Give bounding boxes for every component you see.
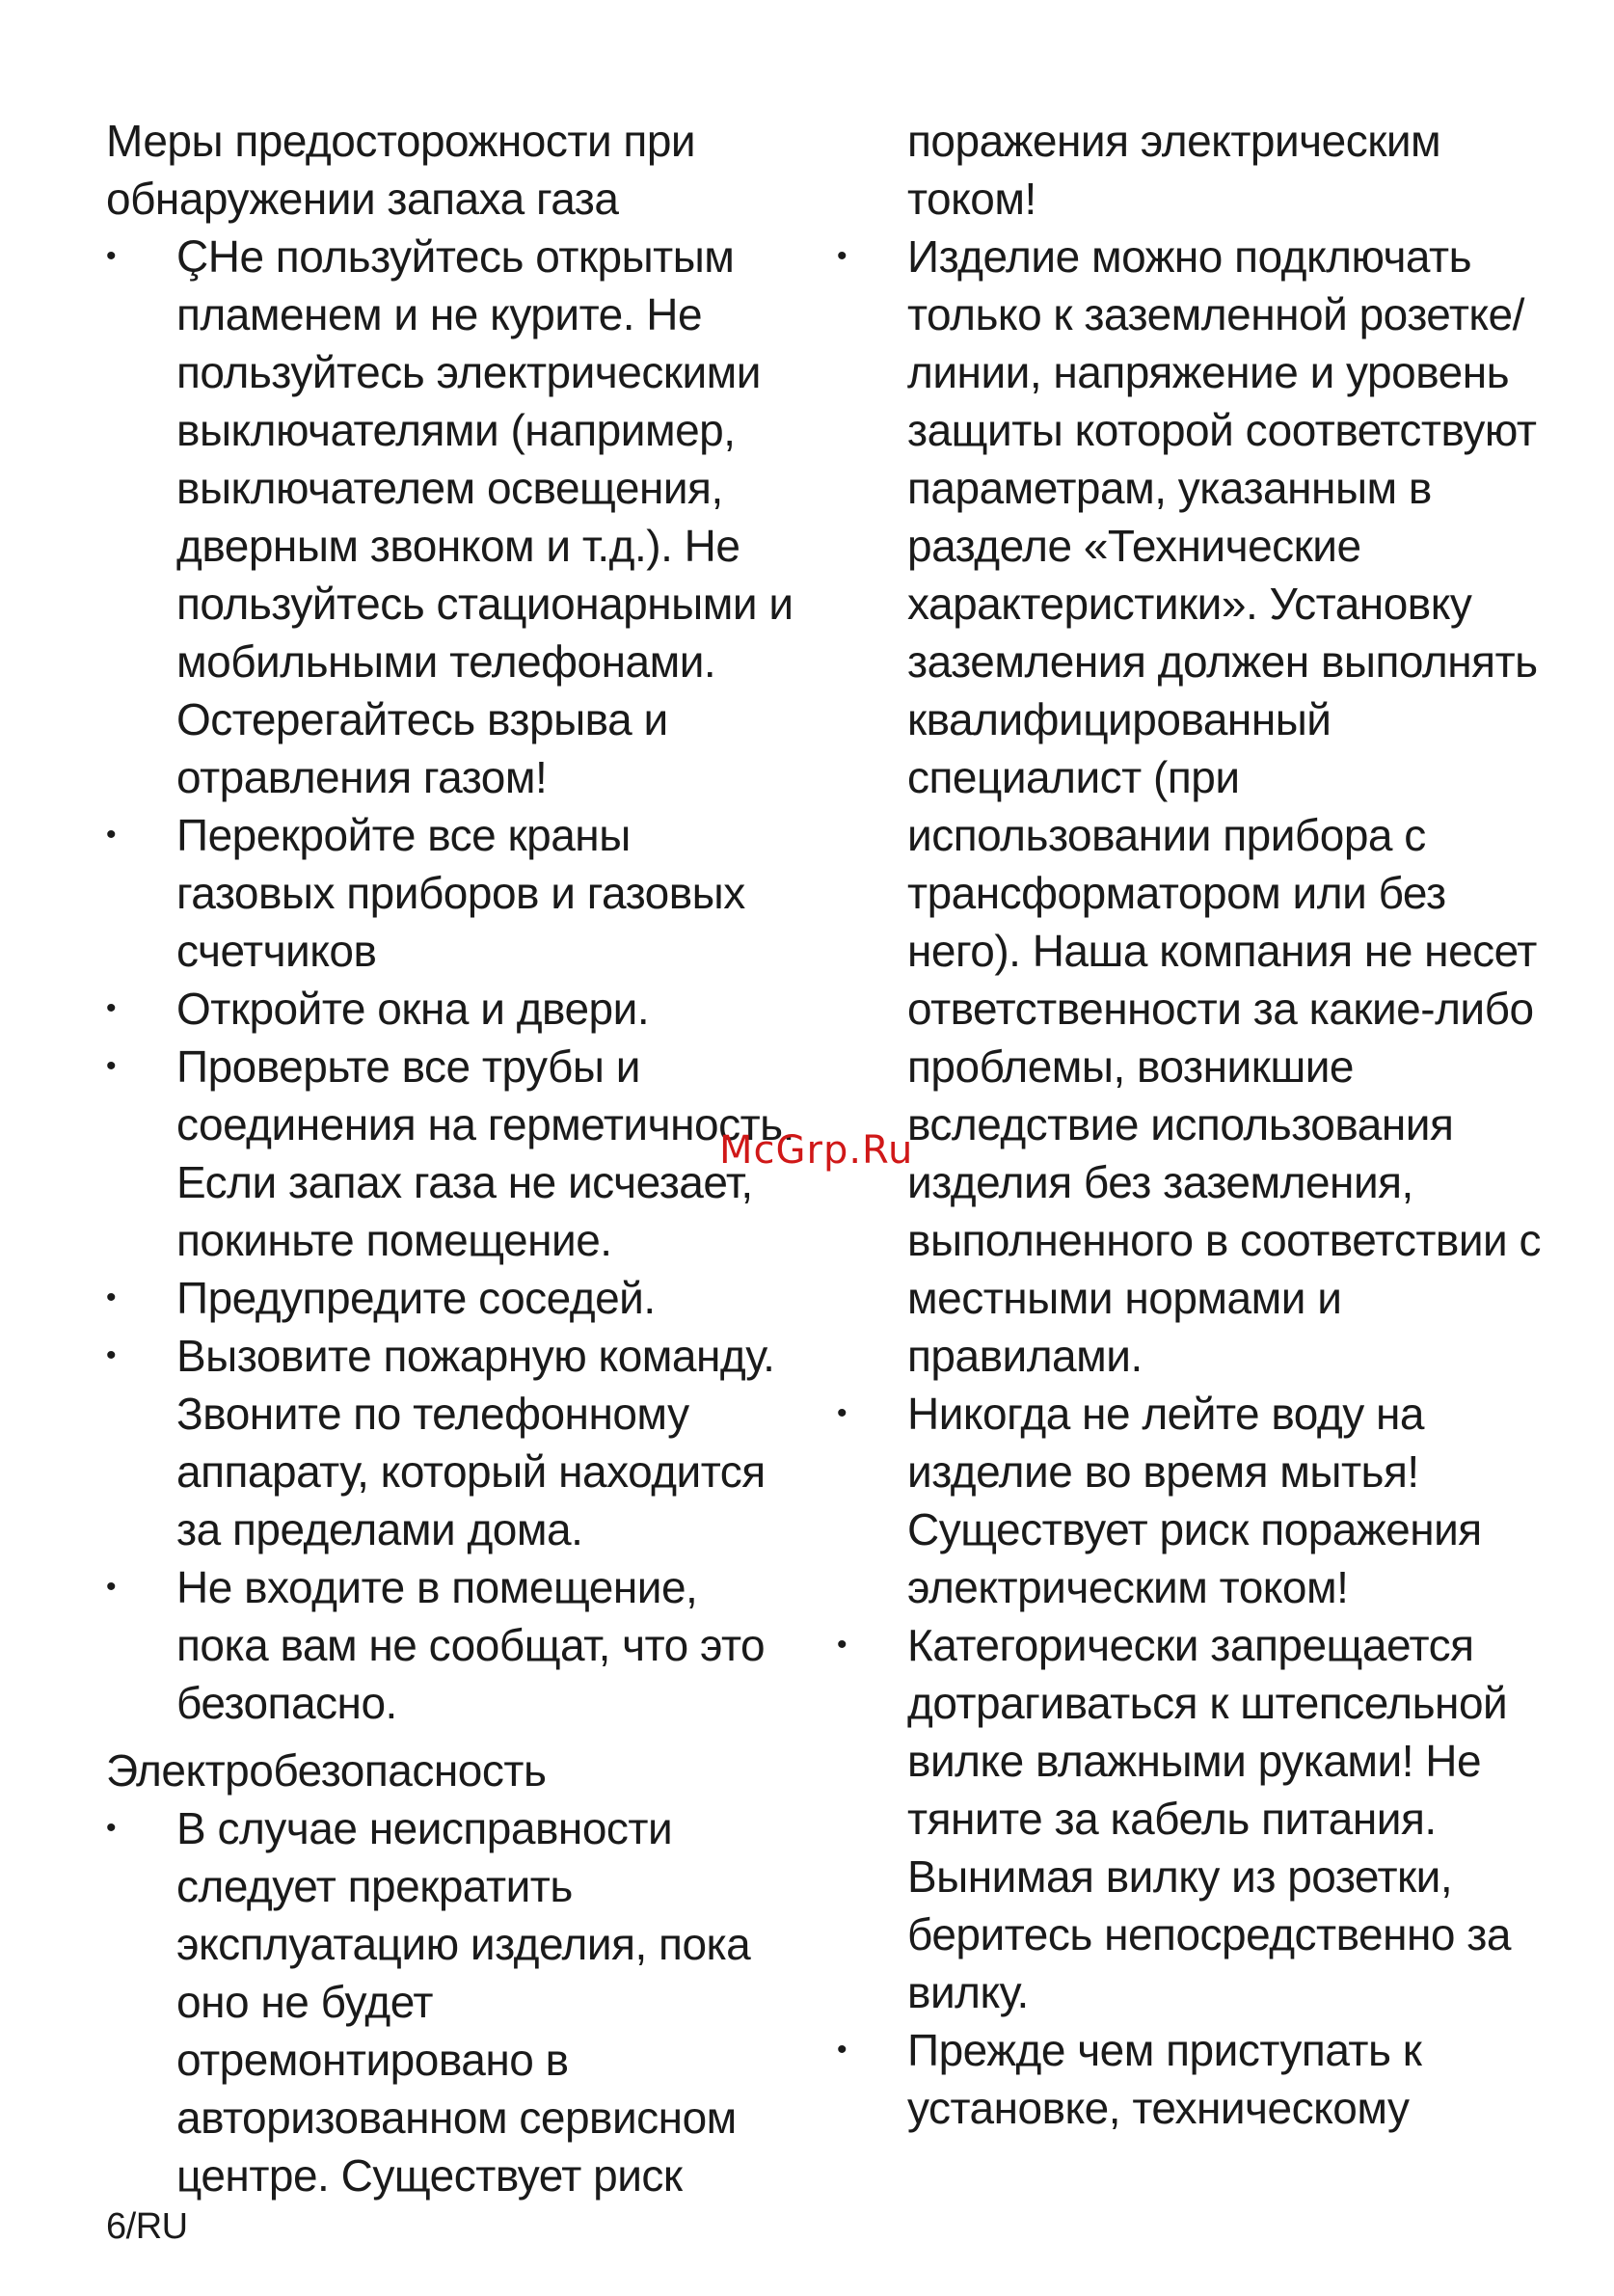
list-item: • Проверьте все трубы и соединения на герметичность. Если запах газа не исчезает, покиньте помещение. <box>106 1038 800 1269</box>
left-column <box>106 112 800 2204</box>
bullet-icon: • <box>106 992 117 1024</box>
page-number: 6/RU <box>106 2206 188 2247</box>
list-item: • ÇНе пользуйтесь открытым пламенем и не курите. Не пользуйтесь электрическими выключателями (например, выключателем освещения, дверным звонком и т.д.). Не пользуйтесь стационарными и мобильными телефонами. Остерегайтесь взрыва и отравления газом! <box>106 228 800 806</box>
list-item: • Прежде чем приступать к установке, техническому <box>837 2021 1541 2137</box>
list-item: • Категорически запрещается дотрагиваться к штепсельной вилке влажными руками! Не тяните за кабель питания. Вынимая вилку из розетки, беритесь непосредственно за вилку. <box>837 1616 1541 2021</box>
bullet-icon: • <box>106 240 117 272</box>
electrical-safety-list-continued <box>837 228 1541 2137</box>
bullet-icon: • <box>106 1282 117 1313</box>
list-item: • Перекройте все краны газовых приборов и газовых счетчиков <box>106 806 800 980</box>
bullet-icon: • <box>106 819 117 851</box>
watermark: McGrp.Ru <box>719 1128 914 1173</box>
list-item: • Никогда не лейте воду на изделие во время мытья! Существует риск поражения электрическим током! <box>837 1385 1541 1616</box>
bullet-icon: • <box>106 1571 117 1603</box>
electrical-safety-list <box>106 1799 800 2204</box>
bullet-icon: • <box>837 2034 847 2066</box>
bullet-icon: • <box>837 240 847 272</box>
bullet-icon: • <box>106 1339 117 1371</box>
electrical-safety-heading: Электробезопасность <box>106 1745 547 1796</box>
gas-safety-heading: Меры предосторожности при обнаружении запаха газа <box>106 116 696 224</box>
list-item: • Откройте окна и двери. <box>106 980 800 1038</box>
bullet-icon: • <box>106 1812 117 1844</box>
continued-text: поражения электрическим током! <box>907 116 1441 224</box>
list-item: • Не входите в помещение, пока вам не сообщат, что это безопасно. <box>106 1558 800 1732</box>
bullet-icon: • <box>106 1050 117 1082</box>
right-column <box>837 112 1541 2137</box>
list-item: • В случае неисправности следует прекратить эксплуатацию изделия, пока оно не будет отремонтировано в авторизованном сервисном центре. Существует риск <box>106 1799 800 2204</box>
list-item: • Изделие можно подключать только к заземленной розетке/линии, напряжение и уровень защиты которой соответствуют параметрам, указанным в разделе «Технические характеристики». Установку заземления должен выполнять квалифицированный специалист (при использовании прибора с трансформатором или без него). Наша компания не несет ответственности за какие-либо проблемы, возникшие вследствие использования изделия без заземления, выполненного в соответствии с местными нормами и правилами. <box>837 228 1541 1385</box>
bullet-icon: • <box>837 1397 847 1429</box>
bullet-icon: • <box>837 1629 847 1661</box>
list-item: • Предупредите соседей. <box>106 1269 800 1327</box>
list-item: • Вызовите пожарную команду. Звоните по телефонному аппарату, который находится за пределами дома. <box>106 1327 800 1558</box>
gas-safety-list <box>106 228 800 1732</box>
